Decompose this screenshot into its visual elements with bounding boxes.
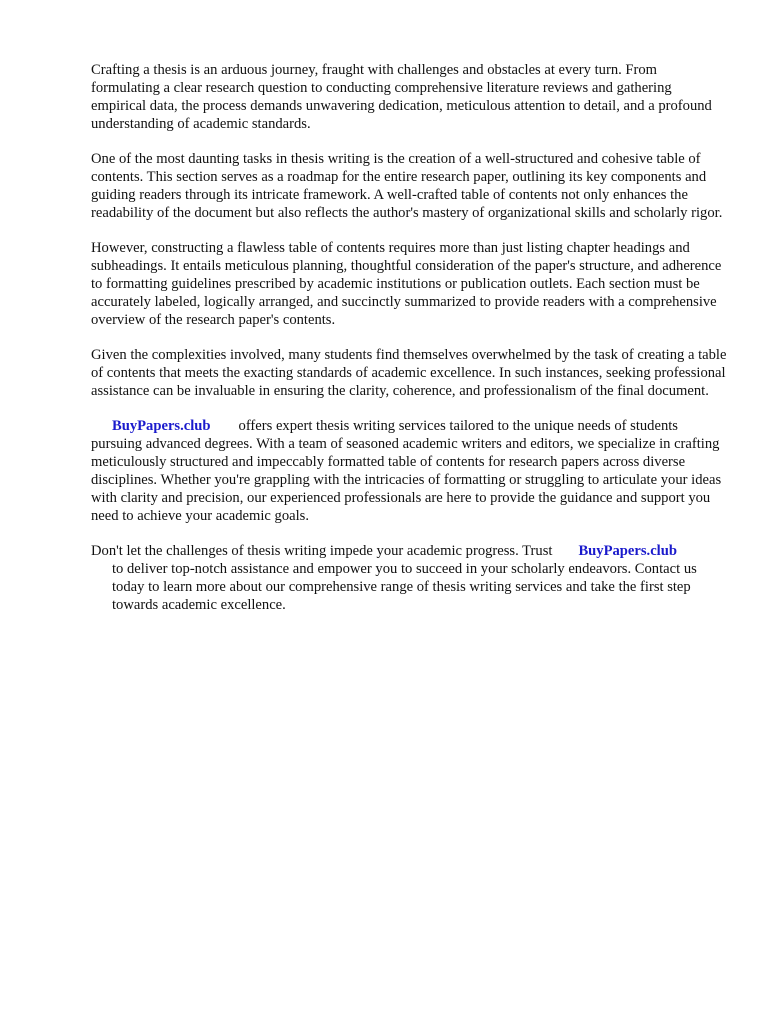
document-body: [91, 61, 727, 631]
paragraph-construction: However, constructing a flawless table of contents requires more than just listing chapter headings and subheadings. It entails meticulous planning, thoughtful consideration of the paper's structure, and adherence to formatting guidelines prescribed by academic institutions or publication outlets. Each section must be accurately labeled, logically arranged, and succinctly summarized to provide readers with a comprehensive overview of the research paper's contents.: [91, 240, 722, 328]
paragraph-intro: Crafting a thesis is an arduous journey, fraught with challenges and obstacles at every turn. From formulating a clear research question to conducting comprehensive literature reviews and gathering empirical data, the process demands unwavering dedication, meticulous attention to detail, and a profound understanding of academic standards.: [91, 62, 712, 132]
paragraph-closing: [91, 542, 727, 614]
paragraph-table-of-contents: One of the most daunting tasks in thesis writing is the creation of a well-structured and cohesive table of contents. This section serves as a roadmap for the entire research paper, outlining its key components and guiding readers through its intricate framework. A well-crafted table of contents not only enhances the readability of the document but also reflects the author's mastery of organizational skills and scholarly rigor.: [91, 151, 723, 221]
closing-text-after: to deliver top-notch assistance and empower you to succeed in your scholarly endeavors. Contact us today to learn more about our comprehensive range of thesis writing services and take the first step towards academic excellence.: [112, 561, 697, 613]
closing-text-before: Don't let the challenges of thesis writing impede your academic progress. Trust: [91, 543, 553, 559]
services-text: offers expert thesis writing services tailored to the unique needs of students pursuing advanced degrees. With a team of seasoned academic writers and editors, we specialize in crafting meticulously structured and impeccably formatted table of contents for research papers across diverse disciplines. Whether you're grappling with the intricacies of formatting or struggling to articulate your ideas with clarity and precision, our experienced professionals are here to provide the guidance and support you need to achieve your academic goals.: [91, 418, 722, 524]
paragraph-complexities: Given the complexities involved, many students find themselves overwhelmed by the task of creating a table of contents that meets the exacting standards of academic excellence. In such instances, seeking professional assistance can be invaluable in ensuring the clarity, coherence, and professionalism of the final document.: [91, 347, 727, 399]
buypapers-link-closing[interactable]: BuyPapers.club: [578, 543, 677, 559]
paragraph-services: [91, 417, 727, 525]
buypapers-link[interactable]: BuyPapers.club: [112, 418, 211, 434]
